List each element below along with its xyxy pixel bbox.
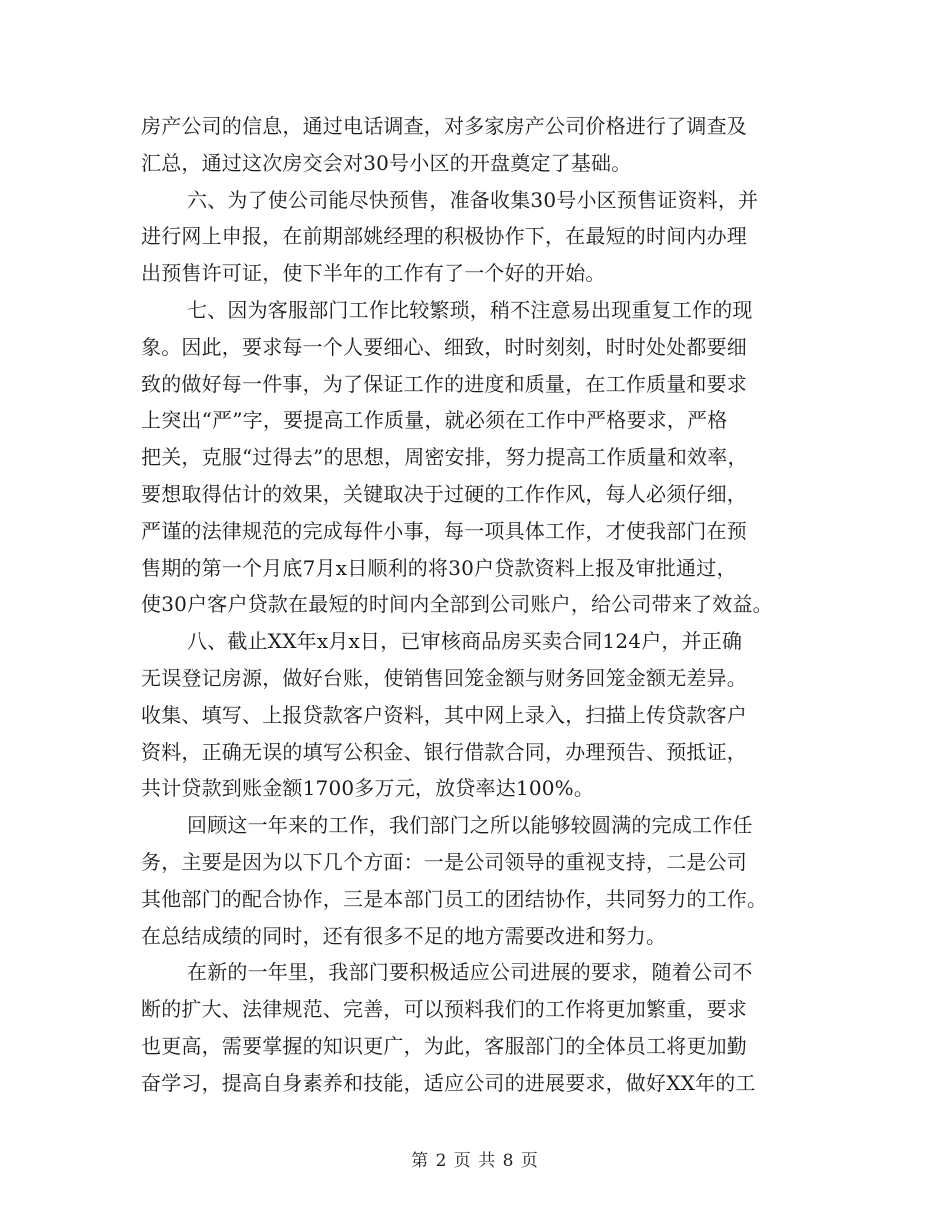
paragraph-first-line: 六、为了使公司能尽快预售，准备收集30号小区预售证资料，并 (187, 187, 759, 212)
document-body (141, 108, 811, 1102)
text-line: 断的扩大、法律规范、完善，可以预料我们的工作将更加繁重，要求 (141, 997, 747, 1022)
paragraph-first-line: 八、截止XX年x月x日，已审核商品房买卖合同124户，并正确 (187, 629, 743, 654)
text-line: 上突出“严”字，要提高工作质量，就必须在工作中严格要求，严格 (141, 408, 728, 433)
paragraph-first-line: 回顾这一年来的工作，我们部门之所以能够较圆满的完成工作任 (187, 813, 753, 838)
paragraph-first-line: 在新的一年里，我部门要积极适应公司进展的要求，随着公司不 (187, 960, 753, 985)
text-line: 收集、填写、上报贷款客户资料，其中网上录入，扫描上传贷款客户 (141, 702, 747, 727)
text-line: 奋学习，提高自身素养和技能，适应公司的进展要求，做好XX年的工 (141, 1070, 756, 1095)
text-line: 象。因此，要求每一个人要细心、细致，时时刻刻，时时处处都要细 (141, 334, 747, 359)
paragraph-first-line: 七、因为客服部门工作比较繁琐，稍不注意易出现重复工作的现 (187, 297, 753, 322)
text-line: 房产公司的信息，通过电话调查，对多家房产公司价格进行了调查及 (141, 114, 747, 138)
text-line: 把关，克服“过得去”的思想，周密安排，努力提高工作质量和效率， (141, 445, 748, 470)
text-line: 致的做好每一件事，为了保证工作的进度和质量，在工作质量和要求 (141, 371, 747, 396)
text-line: 务，主要是因为以下几个方面：一是公司领导的重视支持，二是公司 (141, 849, 747, 874)
text-line: 也更高，需要掌握的知识更广，为此，客服部门的全体员工将更加勤 (141, 1033, 747, 1058)
text-line: 无误登记房源，做好台账，使销售回笼金额与财务回笼金额无差异。 (141, 665, 747, 690)
text-line: 使30户客户贷款在最短的时间内全部到公司账户，给公司带来了效益。 (141, 592, 773, 617)
text-line: 严谨的法律规范的完成每件小事，每一项具体工作，才使我部门在预 (141, 518, 747, 543)
text-line: 其他部门的配合协作，三是本部门员工的团结协作，共同努力的工作。 (141, 886, 768, 911)
text-line: 共计贷款到账金额1700多万元，放贷率达100%。 (141, 776, 595, 801)
text-line: 售期的第一个月底7月x日顺利的将30户贷款资料上报及审批通过， (141, 555, 737, 580)
page-footer: 第 2 页 共 8 页 (411, 1151, 539, 1171)
text-line: 在总结成绩的同时，还有很多不足的地方需要改进和努力。 (141, 923, 667, 948)
text-line: 资料，正确无误的填写公积金、银行借款合同，办理预告、预抵证， (141, 739, 747, 764)
text-line: 要想取得估计的效果，关键取决于过硬的工作作风，每人必须仔细， (141, 481, 747, 506)
text-line: 出预售许可证，使下半年的工作有了一个好的开始。 (141, 261, 606, 286)
text-line: 汇总，通过这次房交会对30号小区的开盘奠定了基础。 (141, 150, 632, 175)
text-line: 进行网上申报，在前期部姚经理的积极协作下，在最短的时间内办理 (141, 224, 747, 249)
